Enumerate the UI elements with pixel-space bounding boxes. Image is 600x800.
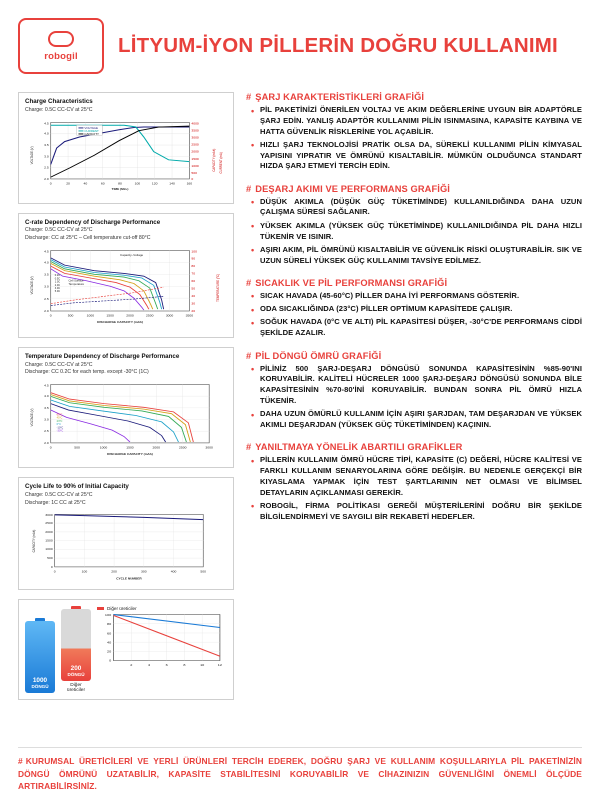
svg-text:2000: 2000 bbox=[152, 445, 161, 450]
svg-text:2: 2 bbox=[130, 663, 133, 668]
footer-text: KURUMSAL ÜRETİCİLERİ VE YERLİ ÜRÜNLERİ TERCİH EDEREK, DOĞRU ŞARJ VE KULLANIM KOŞULLARIYLA PİL PAKETİNİZİN DÖNGÜ ÖMRÜNÜ UZATABİLİR, KAPASİTE STABİLİTESİNİ KORUYABİLİR VE CİHAZINIZIN GÜVENLİĞİNİ ÖNEMLİ ÖLÇÜDE ARTIRABİLİRSİNİZ. bbox=[18, 756, 582, 791]
svg-text:500: 500 bbox=[67, 313, 74, 318]
svg-text:3.0C: 3.0C bbox=[54, 286, 61, 290]
svg-text:TEMPERATURE (°C): TEMPERATURE (°C) bbox=[215, 273, 221, 302]
svg-text:30: 30 bbox=[191, 301, 196, 306]
svg-text:3.5: 3.5 bbox=[44, 405, 49, 410]
svg-text:60°C: 60°C bbox=[56, 413, 63, 417]
svg-text:500: 500 bbox=[47, 556, 53, 561]
svg-text:20: 20 bbox=[106, 650, 112, 654]
hash-icon: # bbox=[246, 183, 252, 194]
hash-icon: # bbox=[246, 92, 252, 102]
section-heading bbox=[246, 184, 582, 194]
svg-text:20: 20 bbox=[66, 181, 70, 185]
list-item: • PİL PAKETİNİZİ ÖNERİLEN VOLTAJ VE AKIM DEĞERLERİNE UYGUN BİR ADAPTÖRLE ŞARJ EDİN. YANLIŞ ADAPTÖR KULLANIMI PİLİN ISINMASINA, KAPASİTE KAYBINA VE HATTA GÜVENLİK RİSKLERİNE YOL AÇABİLİR. bbox=[250, 105, 582, 137]
battery-caption: Diğer üreticiler bbox=[66, 683, 86, 694]
svg-text:TIME (Min.): TIME (Min.) bbox=[111, 186, 129, 191]
svg-text:60: 60 bbox=[100, 181, 105, 185]
svg-text:50: 50 bbox=[191, 286, 196, 291]
list-item: • YÜKSEK AKIMLA (YÜKSEK GÜÇ TÜKETİMİNDE) KULLANILDIĞINDA PİL DAHA HIZLI TÜKENİR VE ISINIR. bbox=[250, 221, 582, 243]
svg-text:VOLTAGE: VOLTAGE bbox=[84, 125, 98, 130]
svg-text:CURRENT (mA): CURRENT (mA) bbox=[218, 151, 224, 173]
section-yaniltici-grafikler bbox=[246, 442, 582, 525]
section-sarj-karakteristikleri bbox=[246, 92, 582, 175]
svg-text:-10°C: -10°C bbox=[56, 426, 64, 430]
bullet-list bbox=[250, 291, 582, 339]
svg-text:5.0C: 5.0C bbox=[54, 290, 61, 293]
svg-text:12: 12 bbox=[217, 663, 223, 668]
section-pil-dongu-omru bbox=[246, 351, 582, 434]
svg-text:0°C: 0°C bbox=[56, 423, 62, 427]
list-item: • ODA SICAKLIĞINDA (23°C) PİLLER OPTİMUM KAPASİTEDE ÇALIŞIR. bbox=[250, 304, 582, 315]
section-desarj-akimi bbox=[246, 184, 582, 269]
list-item: • SOĞUK HAVADA (0°C VE ALTI) PİL KAPASİTESİ DÜŞER, -30°C'DE PERFORMANS CİDDİ ŞEKİLDE AZALIR. bbox=[250, 317, 582, 339]
svg-text:100: 100 bbox=[134, 181, 141, 185]
svg-text:VOLTAGE (V): VOLTAGE (V) bbox=[29, 145, 34, 164]
svg-text:4.0: 4.0 bbox=[44, 260, 49, 265]
svg-text:Temperature: Temperature bbox=[68, 282, 85, 286]
list-item: • PİLİNİZ 500 ŞARJ-DEŞARJ DÖNGÜSÜ SONUNDA KAPASİTESİNİN %85-90'INI KORUYABİLİR. KALİTELİ HÜCRELER 1000 ŞARJ-DEŞARJ DÖNGÜSÜ SONUNDA BİLE KAPASİTESİNİN %70-80'İNİ KORUYABİLİR. BUNDAN SONRA PİL ÖMRÜ HIZLA TÜKENİR. bbox=[250, 364, 582, 407]
battery-badge: 200 DÖNGÜ bbox=[67, 665, 85, 678]
svg-text:CAPACITY (mAh): CAPACITY (mAh) bbox=[211, 148, 217, 172]
svg-text:0: 0 bbox=[49, 181, 52, 185]
svg-text:3000: 3000 bbox=[165, 313, 174, 318]
hash-icon: # bbox=[246, 442, 252, 453]
document-body bbox=[18, 92, 582, 739]
chart-title: Cycle Life to 90% of Initial Capacity bbox=[25, 483, 129, 490]
svg-text:1500: 1500 bbox=[106, 313, 114, 318]
chart-plot-area bbox=[25, 245, 227, 333]
svg-text:3000: 3000 bbox=[191, 135, 199, 139]
svg-text:2000: 2000 bbox=[191, 149, 199, 154]
chart-subtitle-2: Discharge: 1C CC at 25°C bbox=[25, 499, 86, 506]
chart-plot-area bbox=[25, 509, 227, 585]
svg-text:1500: 1500 bbox=[126, 445, 134, 450]
svg-text:20: 20 bbox=[191, 308, 196, 313]
svg-text:2.0: 2.0 bbox=[44, 440, 49, 445]
svg-text:3500: 3500 bbox=[191, 128, 199, 132]
svg-text:3000: 3000 bbox=[205, 445, 213, 450]
svg-text:4: 4 bbox=[147, 663, 151, 668]
svg-text:2000: 2000 bbox=[126, 313, 134, 318]
svg-text:60: 60 bbox=[106, 631, 112, 636]
footer-note bbox=[18, 747, 582, 792]
svg-text:2.0: 2.0 bbox=[44, 176, 49, 181]
svg-text:2.5: 2.5 bbox=[44, 165, 49, 170]
svg-text:300: 300 bbox=[141, 569, 147, 574]
svg-text:80: 80 bbox=[106, 622, 112, 627]
svg-text:3.0: 3.0 bbox=[44, 284, 49, 289]
chart-subtitle: Charge: 0.5C CC-CV at 25°C bbox=[25, 491, 93, 498]
chart-plot-area bbox=[25, 117, 227, 199]
svg-text:80: 80 bbox=[118, 181, 122, 185]
svg-text:4.5: 4.5 bbox=[44, 120, 49, 125]
chart-cycle-life bbox=[18, 477, 234, 590]
bullet-list bbox=[250, 197, 582, 267]
svg-text:4.5: 4.5 bbox=[44, 383, 49, 388]
chart-charge-characteristics bbox=[18, 92, 234, 204]
svg-text:500: 500 bbox=[200, 569, 207, 574]
svg-text:3500: 3500 bbox=[185, 313, 194, 318]
svg-text:3.0: 3.0 bbox=[44, 417, 49, 422]
svg-text:10: 10 bbox=[200, 663, 205, 668]
list-item: • PİLLERİN KULLANIM ÖMRÜ HÜCRE TİPİ, KAPASİTE (C) DEĞERİ, HÜCRE KALİTESİ VE FARKLI KULLANIM SENARYOLARINA GÖRE DEĞİŞİR. BU NEDENLE GERÇEKÇİ BİR KIYASLAMA YAPMAK İÇİN TEST ŞARTLARININ NET OLMASI VE BİLİMSEL DETAYLARIN AÇIKLANMASI GEREKİR. bbox=[250, 455, 582, 498]
section-heading bbox=[246, 278, 582, 288]
list-item: • ROBOGİL, FİRMA POLİTİKASI GEREĞİ MÜŞTERİLERİNİ DOĞRU BİR ŞEKİLDE BİLGİLENDİRMEYİ VE SAYGILI BİR REKABETİ HEDEFLER. bbox=[250, 501, 582, 523]
double-lobe-icon bbox=[48, 31, 74, 49]
svg-text:8: 8 bbox=[183, 663, 186, 668]
list-item: • DÜŞÜK AKIMLA (DÜŞÜK GÜÇ TÜKETİMİNDE) KULLANILDIĞINDA DAHA UZUN ÇALIŞMA SÜRESİ SAĞLANIR. bbox=[250, 197, 582, 219]
svg-text:2500: 2500 bbox=[45, 521, 53, 526]
svg-text:1000: 1000 bbox=[191, 163, 199, 168]
chart-temperature-dependency bbox=[18, 347, 234, 468]
brand-logo bbox=[18, 18, 104, 74]
svg-text:3000: 3000 bbox=[45, 513, 53, 518]
svg-text:CAPACITY (mAh): CAPACITY (mAh) bbox=[31, 529, 36, 553]
svg-text:0: 0 bbox=[53, 569, 56, 574]
bullet-list bbox=[250, 455, 582, 522]
svg-text:4.5: 4.5 bbox=[44, 249, 49, 254]
svg-text:60: 60 bbox=[191, 278, 196, 283]
svg-text:CURRENT: CURRENT bbox=[84, 128, 99, 133]
svg-text:45°C: 45°C bbox=[56, 416, 63, 420]
svg-text:1500: 1500 bbox=[191, 156, 199, 161]
section-heading bbox=[246, 92, 582, 102]
svg-text:0: 0 bbox=[191, 176, 194, 181]
svg-text:1.0C: 1.0C bbox=[54, 280, 61, 284]
svg-text:VOLTAGE (V): VOLTAGE (V) bbox=[29, 408, 34, 427]
svg-text:120: 120 bbox=[151, 181, 158, 185]
svg-text:40: 40 bbox=[83, 181, 88, 185]
svg-text:Capacity–Voltage: Capacity–Voltage bbox=[120, 252, 144, 257]
svg-text:6: 6 bbox=[165, 663, 168, 668]
section-title: YANILTMAYA YÖNELİK ABARTILI GRAFİKLER bbox=[255, 442, 463, 453]
chart-subtitle-2: Discharge: CC at 25°C – Cell temperature cut-off 80°C bbox=[25, 235, 151, 241]
chart-title: Charge Characteristics bbox=[25, 98, 93, 105]
svg-text:DISCHARGE CAPACITY (mAh): DISCHARGE CAPACITY (mAh) bbox=[97, 319, 143, 324]
svg-text:100: 100 bbox=[191, 249, 197, 254]
svg-text:4.0: 4.0 bbox=[44, 131, 49, 136]
section-sicaklik-performans bbox=[246, 278, 582, 342]
svg-text:70: 70 bbox=[191, 271, 196, 276]
svg-text:1000: 1000 bbox=[45, 547, 53, 552]
chart-subtitle: Charge: 0.5C CC-CV at 25°C bbox=[25, 361, 93, 368]
bullet-list bbox=[250, 364, 582, 431]
svg-text:CYCLE NUMBER: CYCLE NUMBER bbox=[116, 576, 142, 581]
svg-text:160: 160 bbox=[186, 181, 193, 185]
svg-text:2000: 2000 bbox=[45, 530, 53, 534]
list-item: • AŞIRI AKIM, PİL ÖMRÜNÜ KISALTABİLİR VE GÜVENLİK RİSKİ OLUŞTURABİLİR. SIK VE UZUN SÜRELİ YÜKSEK GÜÇ KULLANIMI TAVSİYE EDİLMEZ. bbox=[250, 245, 582, 267]
svg-text:0: 0 bbox=[50, 565, 53, 570]
chart-misleading-comparison bbox=[18, 599, 234, 700]
svg-text:100: 100 bbox=[104, 613, 112, 617]
section-title: DEŞARJ AKIMI VE PERFORMANS GRAFİĞİ bbox=[255, 183, 450, 194]
svg-text:2500: 2500 bbox=[146, 313, 154, 318]
chart-c-rate-discharge bbox=[18, 213, 234, 338]
legend-swatch-icon bbox=[97, 607, 104, 610]
svg-text:0.5C: 0.5C bbox=[54, 277, 61, 281]
section-heading bbox=[246, 442, 582, 452]
brand-name: robogil bbox=[44, 50, 78, 62]
section-heading bbox=[246, 351, 582, 361]
svg-text:0: 0 bbox=[49, 445, 52, 450]
section-title: ŞARJ KARAKTERİSTİKLERİ GRAFİĞİ bbox=[255, 92, 425, 102]
svg-text:1000: 1000 bbox=[86, 313, 95, 318]
svg-text:2.0: 2.0 bbox=[44, 308, 49, 313]
page-title: LİTYUM-İYON PİLLERİN DOĞRU KULLANIMI bbox=[118, 34, 558, 58]
svg-text:40: 40 bbox=[191, 293, 196, 298]
bullet-list bbox=[250, 105, 582, 172]
svg-text:0.2C: 0.2C bbox=[54, 273, 61, 277]
svg-text:Cell Surface: Cell Surface bbox=[68, 279, 84, 283]
battery-badge: 1000 DÖNGÜ bbox=[31, 677, 49, 690]
section-title: SICAKLIK VE PİL PERFORMANSI GRAFİĞİ bbox=[255, 277, 448, 288]
list-item: • SICAK HAVADA (45-60°C) PİLLER DAHA İYİ PERFORMANS GÖSTERİR. bbox=[250, 291, 582, 302]
mini-chart-plot bbox=[97, 606, 227, 693]
svg-text:40: 40 bbox=[106, 641, 112, 645]
section-title: PİL DÖNGÜ ÖMRÜ GRAFİĞİ bbox=[255, 350, 382, 361]
svg-text:23°C: 23°C bbox=[56, 419, 63, 423]
svg-text:3.0: 3.0 bbox=[44, 153, 49, 158]
list-item: • HIZLI ŞARJ TEKNOLOJİSİ PRATİK OLSA DA, SÜREKLİ KULLANIMI PİLİN KİMYASAL YAPISINI YIPRATIR VE ÖMRÜNÜ KISALTABİLİR. MÜMKÜN OLDUĞUNCA STANDART HIZDA ŞARJ ETMEYİ TERCİH EDİN. bbox=[250, 140, 582, 172]
chart-subtitle: Charge: 0.5C CC-CV at 25°C bbox=[25, 106, 93, 113]
svg-text:500: 500 bbox=[191, 170, 197, 175]
svg-text:VOLTAGE (V): VOLTAGE (V) bbox=[29, 276, 34, 295]
svg-text:2.5: 2.5 bbox=[44, 429, 49, 434]
svg-text:-30°C: -30°C bbox=[56, 429, 64, 433]
svg-text:3.5: 3.5 bbox=[44, 142, 49, 147]
svg-text:80: 80 bbox=[191, 263, 196, 268]
chart-title: C-rate Dependency of Discharge Performance bbox=[25, 218, 161, 226]
chart-title: Temperature Dependency of Discharge Performance bbox=[25, 352, 180, 360]
hash-icon: # bbox=[246, 350, 252, 361]
svg-text:1500: 1500 bbox=[45, 538, 53, 543]
svg-text:DISCHARGE CAPACITY (mAh): DISCHARGE CAPACITY (mAh) bbox=[107, 451, 153, 456]
text-column bbox=[246, 92, 582, 739]
svg-text:140: 140 bbox=[169, 181, 175, 185]
svg-text:2.5: 2.5 bbox=[44, 296, 49, 301]
chart-subtitle: Charge: 0.5C CC-CV at 25°C bbox=[25, 227, 93, 234]
hash-icon: # bbox=[246, 277, 252, 288]
svg-text:0: 0 bbox=[49, 313, 52, 318]
svg-text:500: 500 bbox=[74, 445, 80, 450]
svg-text:2500: 2500 bbox=[179, 445, 187, 450]
battery-comparison bbox=[25, 606, 91, 693]
svg-text:2500: 2500 bbox=[191, 142, 199, 147]
document-header bbox=[18, 18, 582, 84]
list-item: • DAHA UZUN ÖMÜRLÜ KULLANIM İÇİN AŞIRI ŞARJDAN, TAM DEŞARJDAN VE YÜKSEK AKIMLI DEŞARJDAN (YÜKSEK GÜÇ TÜKETİMİNDEN) KAÇININ. bbox=[250, 409, 582, 431]
svg-text:4.0: 4.0 bbox=[44, 394, 49, 399]
battery-cell-robogil bbox=[25, 618, 55, 693]
svg-text:CAPACITY: CAPACITY bbox=[84, 131, 99, 136]
legend-label: Diğer üreticiler bbox=[107, 606, 137, 612]
svg-text:90: 90 bbox=[191, 256, 196, 261]
svg-text:200: 200 bbox=[111, 569, 117, 574]
hash-icon: # bbox=[18, 756, 23, 767]
chart-plot-area bbox=[25, 379, 227, 463]
chart-subtitle-2: Discharge: CC 0.2C for each temp. except -30°C (1C) bbox=[25, 369, 149, 376]
charts-column bbox=[18, 92, 234, 739]
svg-text:2.0C: 2.0C bbox=[54, 283, 61, 287]
battery-cell-other bbox=[61, 606, 91, 693]
svg-text:4000: 4000 bbox=[191, 120, 199, 125]
svg-text:0: 0 bbox=[109, 659, 112, 663]
svg-text:1000: 1000 bbox=[99, 445, 108, 450]
svg-text:3.5: 3.5 bbox=[44, 272, 49, 277]
svg-text:100: 100 bbox=[81, 569, 88, 574]
svg-text:400: 400 bbox=[170, 569, 177, 574]
